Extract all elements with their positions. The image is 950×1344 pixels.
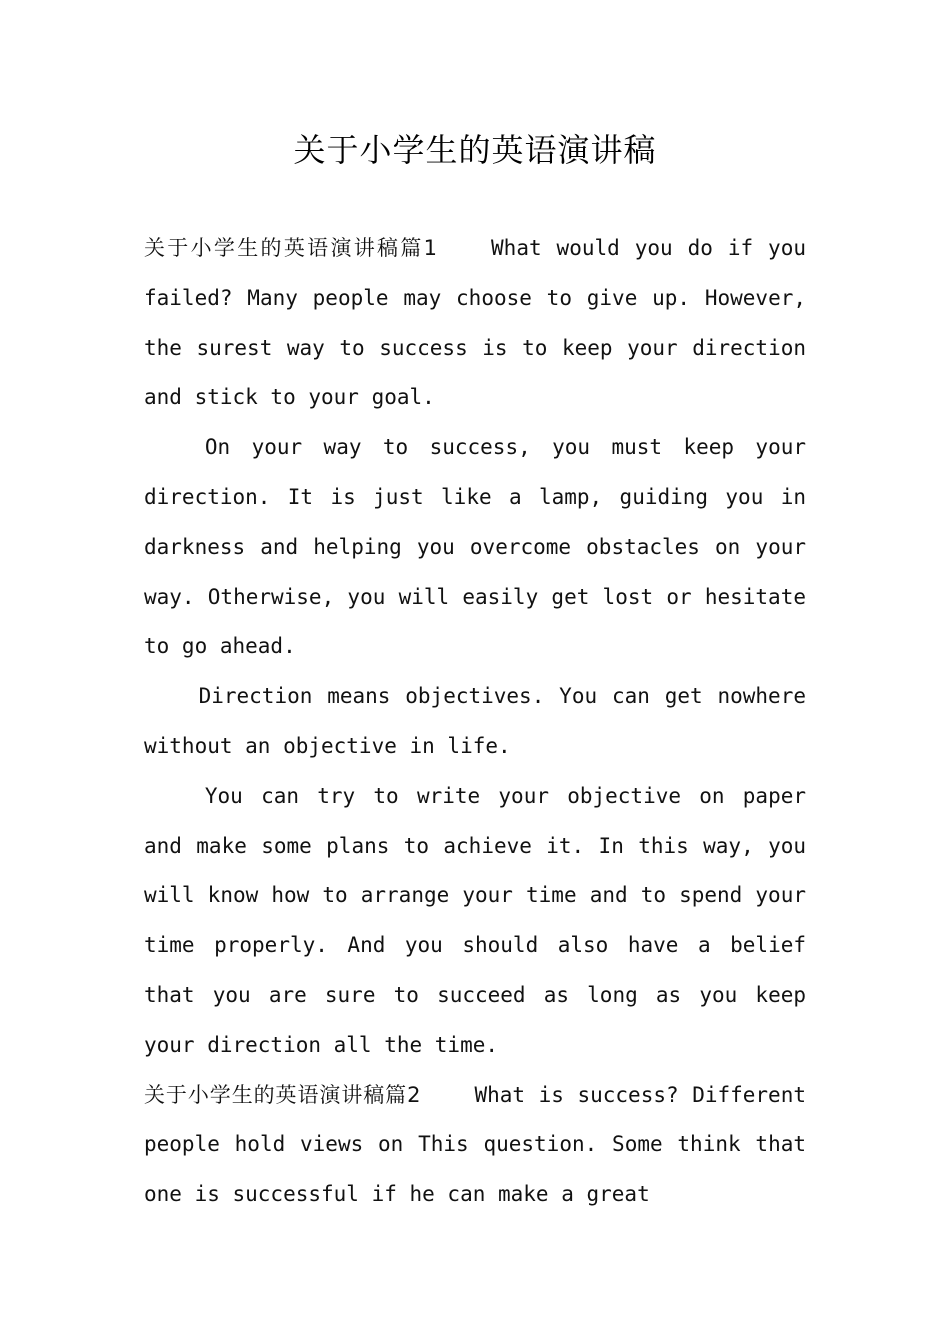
section-heading: 关于小学生的英语演讲稿篇2 [144,1082,421,1107]
paragraph: What would you do if you failed? Many people may choose to give up. However, the surest way to success is to keep your direction and stick to your goal. [144,236,806,410]
document-body [144,224,806,1220]
paragraph: Direction means objectives. You can get nowhere without an objective in life. [144,684,806,758]
document-title: 关于小学生的英语演讲稿 [293,131,657,169]
section-heading: 关于小学生的英语演讲稿篇1 [144,236,438,260]
section-2-intro [144,1071,806,1220]
paragraph: You can try to write your objective on paper and make some plans to achieve it. In this way, you will know how to arrange your time and to spend your time properly. And you should also have a belief that you are sure to succeed as long as you keep your direction all the time. [144,783,806,1057]
section-1-intro [144,224,806,423]
paragraph: What is success? Different people hold views on This question. Some think that one is successful if he can make a great [144,1082,806,1207]
paragraph: On your way to success, you must keep your direction. It is just like a lamp, guiding you in darkness and helping you overcome obstacles on your way. Otherwise, you will easily get lost or hesitate to go ahead. [144,435,806,659]
